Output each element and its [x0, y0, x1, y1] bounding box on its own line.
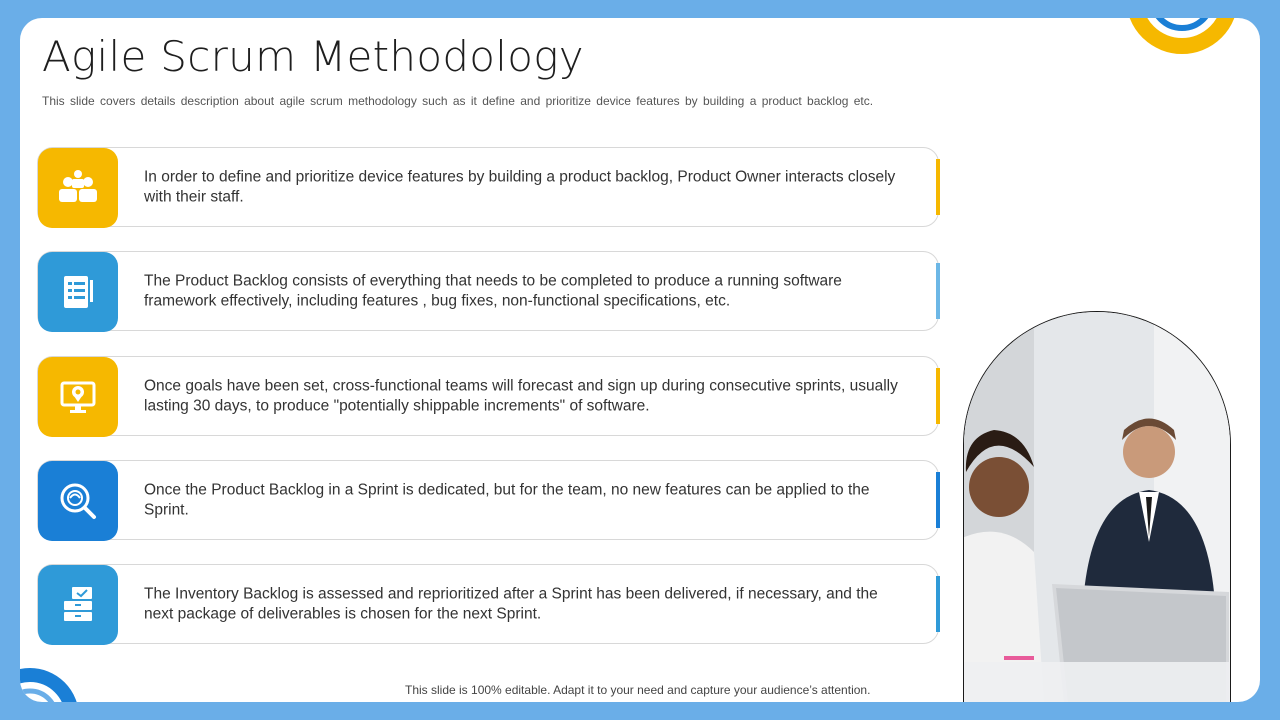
list-item	[37, 564, 939, 644]
monitor-target-icon	[38, 357, 118, 437]
item-text: Once goals have been set, cross-functional teams will forecast and sign up during consecutive sprints, usually lasting 30 days, to produce "potentially shippable increments" of software.	[144, 377, 898, 414]
magnifier-icon	[38, 461, 118, 541]
item-text: In order to define and prioritize device features by building a product backlog, Product Owner interacts closely with their staff.	[144, 168, 896, 205]
ring-decoration-icon	[1122, 18, 1242, 68]
list-item	[37, 356, 939, 436]
list-item	[37, 251, 939, 331]
accent-bar	[936, 576, 940, 632]
ring-decoration-icon	[20, 642, 100, 702]
document-icon	[38, 252, 118, 332]
accent-bar	[936, 368, 940, 424]
business-meeting-photo	[963, 311, 1231, 702]
item-text: The Product Backlog consists of everything that needs to be completed to produce a running software framework effectively, including features , bug fixes, non-functional specifications, etc.	[144, 272, 842, 309]
item-text: The Inventory Backlog is assessed and reprioritized after a Sprint has been delivered, if necessary, and the next package of deliverables is chosen for the next Sprint.	[144, 585, 878, 622]
accent-bar	[936, 159, 940, 215]
team-icon	[38, 148, 118, 228]
footer-note: This slide is 100% editable. Adapt it to your need and capture your audience’s attention.	[405, 683, 871, 697]
page-subtitle: This slide covers details description about agile scrum methodology such as it define and prioritize device features by building a product backlog etc.	[42, 94, 874, 108]
accent-bar	[936, 263, 940, 319]
checklist-drawer-icon	[38, 565, 118, 645]
list-item	[37, 460, 939, 540]
accent-bar	[936, 472, 940, 528]
item-text: Once the Product Backlog in a Sprint is dedicated, but for the team, no new features can be applied to the Sprint.	[144, 481, 870, 518]
slide-canvas	[20, 18, 1260, 702]
meeting-illustration	[964, 312, 1231, 702]
page-title: Agile Scrum Methodology	[42, 32, 584, 81]
list-item	[37, 147, 939, 227]
